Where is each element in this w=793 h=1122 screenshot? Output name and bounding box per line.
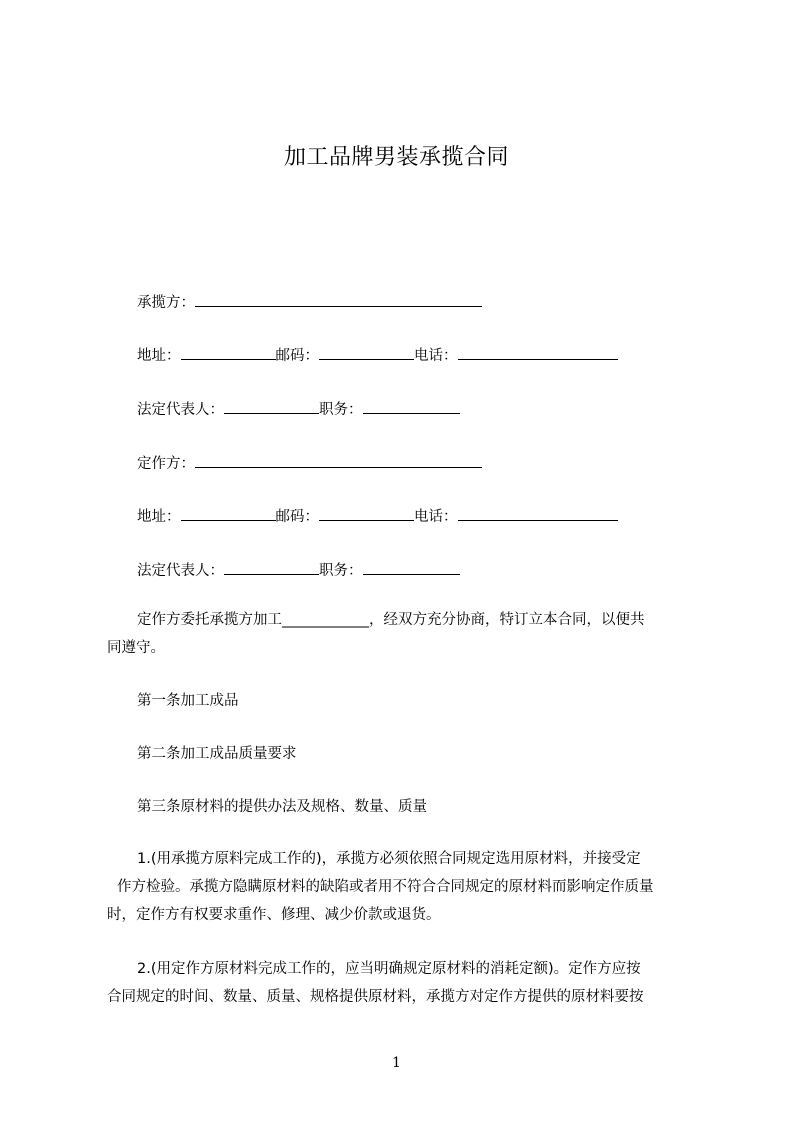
- contractor-rep-field[interactable]: [224, 399, 319, 414]
- article-1-heading: 第一条加工成品: [137, 693, 239, 709]
- client-name-field[interactable]: [195, 453, 482, 468]
- clause-2-line-2: 合同规定的时间、数量、质量、规格提供原材料，承揽方对定作方提供的原材料要按: [107, 989, 644, 1005]
- client-address-label: 地址：: [137, 509, 181, 525]
- document-title: 加工品牌男装承揽合同: [283, 145, 509, 170]
- intro-text-after: ，经双方充分协商，特订立本合同，以便共: [369, 612, 645, 628]
- contractor-contact-line: [137, 345, 618, 365]
- intro-text-before: 定作方委托承揽方加工: [137, 612, 282, 628]
- contractor-position-field[interactable]: [363, 399, 460, 414]
- contractor-rep-label: 法定代表人：: [137, 402, 224, 418]
- contractor-name-field[interactable]: [195, 292, 482, 307]
- contractor-party-line: [137, 292, 482, 312]
- article-2-heading: 第二条加工成品质量要求: [137, 746, 297, 762]
- contractor-address-label: 地址：: [137, 348, 181, 364]
- contractor-party-label: 承揽方：: [137, 295, 195, 311]
- contractor-postcode-label: 邮码：: [275, 348, 319, 364]
- client-rep-line: [137, 560, 460, 580]
- article-3-heading: 第三条原材料的提供办法及规格、数量、质量: [137, 799, 427, 815]
- client-phone-field[interactable]: [458, 506, 618, 521]
- clause-2-line-1: 2.(用定作方原材料完成工作的，应当明确规定原材料的消耗定额)。定作方应按: [137, 961, 641, 977]
- intro-line-1: [107, 606, 703, 634]
- contractor-phone-field[interactable]: [458, 345, 618, 360]
- client-postcode-field[interactable]: [319, 506, 414, 521]
- clause-1-line-3: 时，定作方有权要求重作、修理、减少价款或退货。: [107, 907, 441, 923]
- client-party-label: 定作方：: [137, 456, 195, 472]
- contractor-phone-label: 电话：: [414, 348, 458, 364]
- intro-paragraph: [107, 606, 703, 662]
- clause-1-line-1: 1.(用承揽方原料完成工作的)，承揽方必须依照合同规定选用原材料，并接受定: [137, 851, 641, 867]
- contractor-rep-line: [137, 399, 460, 419]
- contractor-postcode-field[interactable]: [319, 345, 414, 360]
- client-address-field[interactable]: [181, 506, 276, 521]
- page-number: 1: [392, 1055, 401, 1071]
- clause-1-line-2: 作方检验。承揽方隐瞒原材料的缺陷或者用不符合合同规定的原材料而影响定作质量: [117, 879, 654, 895]
- intro-line-2: 同遵守。: [107, 640, 165, 656]
- client-phone-label: 电话：: [414, 509, 458, 525]
- clause-2-paragraph: [107, 955, 703, 1011]
- client-rep-label: 法定代表人：: [137, 563, 224, 579]
- intro-blank[interactable]: ____________: [282, 612, 369, 628]
- client-position-field[interactable]: [363, 560, 460, 575]
- contractor-address-field[interactable]: [181, 345, 276, 360]
- client-rep-field[interactable]: [224, 560, 319, 575]
- clause-1-paragraph: [107, 845, 703, 929]
- client-postcode-label: 邮码：: [275, 509, 319, 525]
- contractor-position-label: 职务：: [319, 402, 363, 418]
- client-position-label: 职务：: [319, 563, 363, 579]
- client-contact-line: [137, 506, 618, 526]
- client-party-line: [137, 453, 482, 473]
